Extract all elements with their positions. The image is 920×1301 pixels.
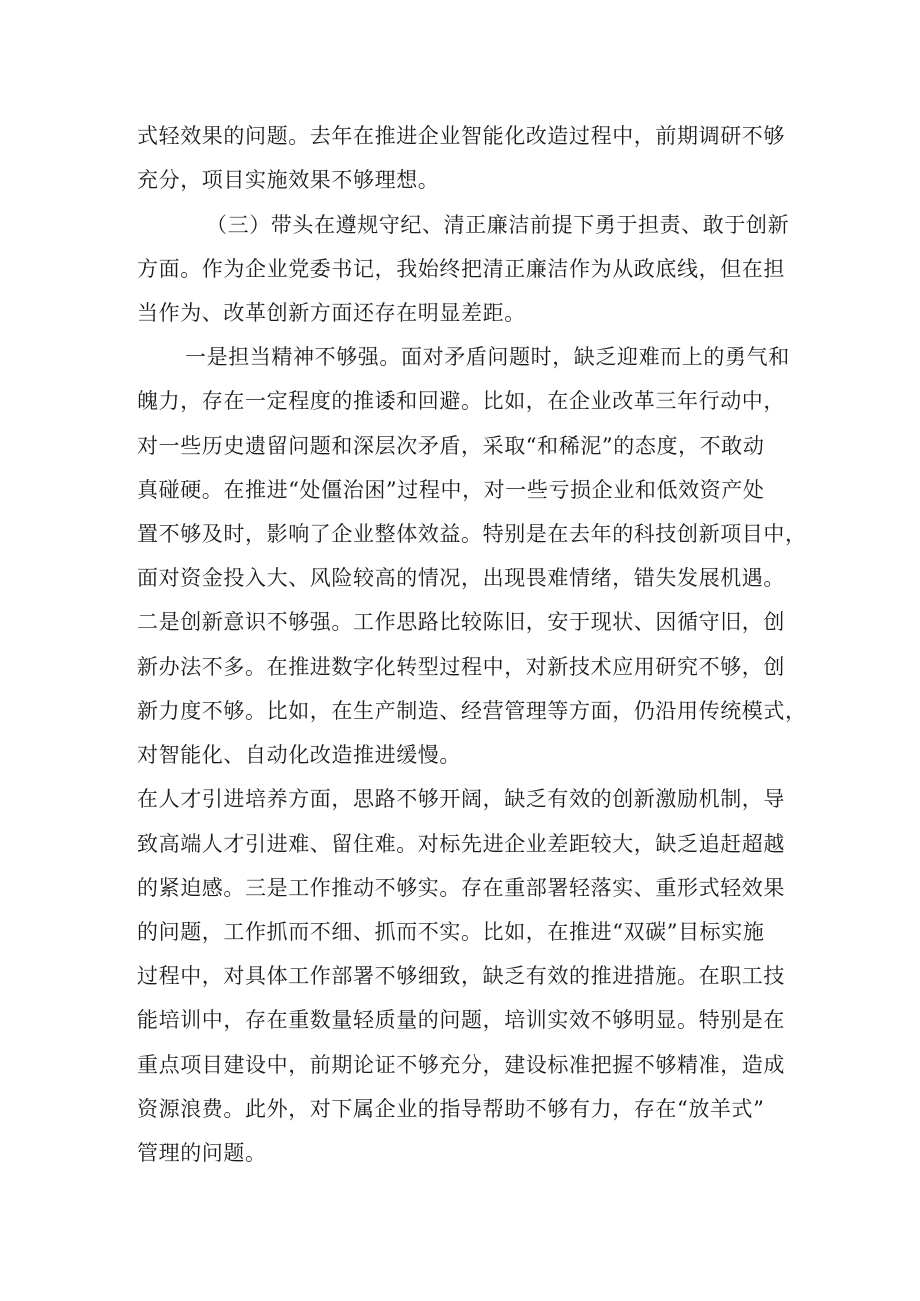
text-line: 魄力，存在一定程度的推诿和回避。比如，在企业改革三年行动中，: [137, 389, 785, 413]
text-line: 资源浪费。此外，对下属企业的指导帮助不够有力，存在“放羊式”: [137, 1097, 765, 1121]
text-line: 当作为、改革创新方面还存在明显差距。: [137, 301, 526, 325]
text-line: 一是担当精神不够强。面对矛盾问题时，缺乏迎难而上的勇气和: [185, 345, 790, 369]
text-line: 置不够及时，影响了企业整体效益。特别是在去年的科技创新项目中，: [137, 522, 807, 546]
text-line: 面对资金投入大、风险较高的情况，出现畏难情绪，错失发展机遇。: [137, 566, 785, 590]
text-line: 充分，项目实施效果不够理想。: [137, 168, 440, 192]
section-heading: （三）带头在遵规守纪、清正廉洁前提下勇于担责、敢于创新: [206, 213, 790, 237]
text-line: 二是创新意识不够强。工作思路比较陈旧，安于现状、因循守旧，创: [137, 610, 785, 634]
text-line: 的紧迫感。三是工作推动不够实。存在重部署轻落实、重形式轻效果: [137, 876, 785, 900]
text-line: 致高端人才引进难、留住难。对标先进企业差距较大，缺乏追赶超越: [137, 832, 785, 856]
text-line: 式轻效果的问题。去年在推进企业智能化改造过程中，前期调研不够: [137, 124, 785, 148]
text-line: 过程中，对具体工作部署不够细致，缺乏有效的推进措施。在职工技: [137, 964, 785, 988]
text-line: 在人才引进培养方面，思路不够开阔，缺乏有效的创新激励机制，导: [137, 787, 785, 811]
text-line: 对智能化、自动化改造推进缓慢。: [137, 743, 461, 767]
text-line: 的问题，工作抓而不细、抓而不实。比如，在推进“双碳”目标实施: [137, 920, 765, 944]
text-line: 重点项目建设中，前期论证不够充分，建设标准把握不够精准，造成: [137, 1053, 785, 1077]
text-line: 新办法不多。在推进数字化转型过程中，对新技术应用研究不够，创: [137, 655, 785, 679]
text-line: 管理的问题。: [137, 1141, 267, 1165]
text-line: 方面。作为企业党委书记，我始终把清正廉洁作为从政底线，但在担: [137, 257, 785, 281]
text-line: 对一些历史遗留问题和深层次矛盾，采取“和稀泥”的态度，不敢动: [137, 434, 765, 458]
text-line: 真碰硬。在推进“处僵治困”过程中，对一些亏损企业和低效资产处: [137, 478, 765, 502]
text-line: 新力度不够。比如，在生产制造、经营管理等方面，仍沿用传统模式，: [137, 699, 807, 723]
text-line: 能培训中，存在重数量轻质量的问题，培训实效不够明显。特别是在: [137, 1008, 785, 1032]
